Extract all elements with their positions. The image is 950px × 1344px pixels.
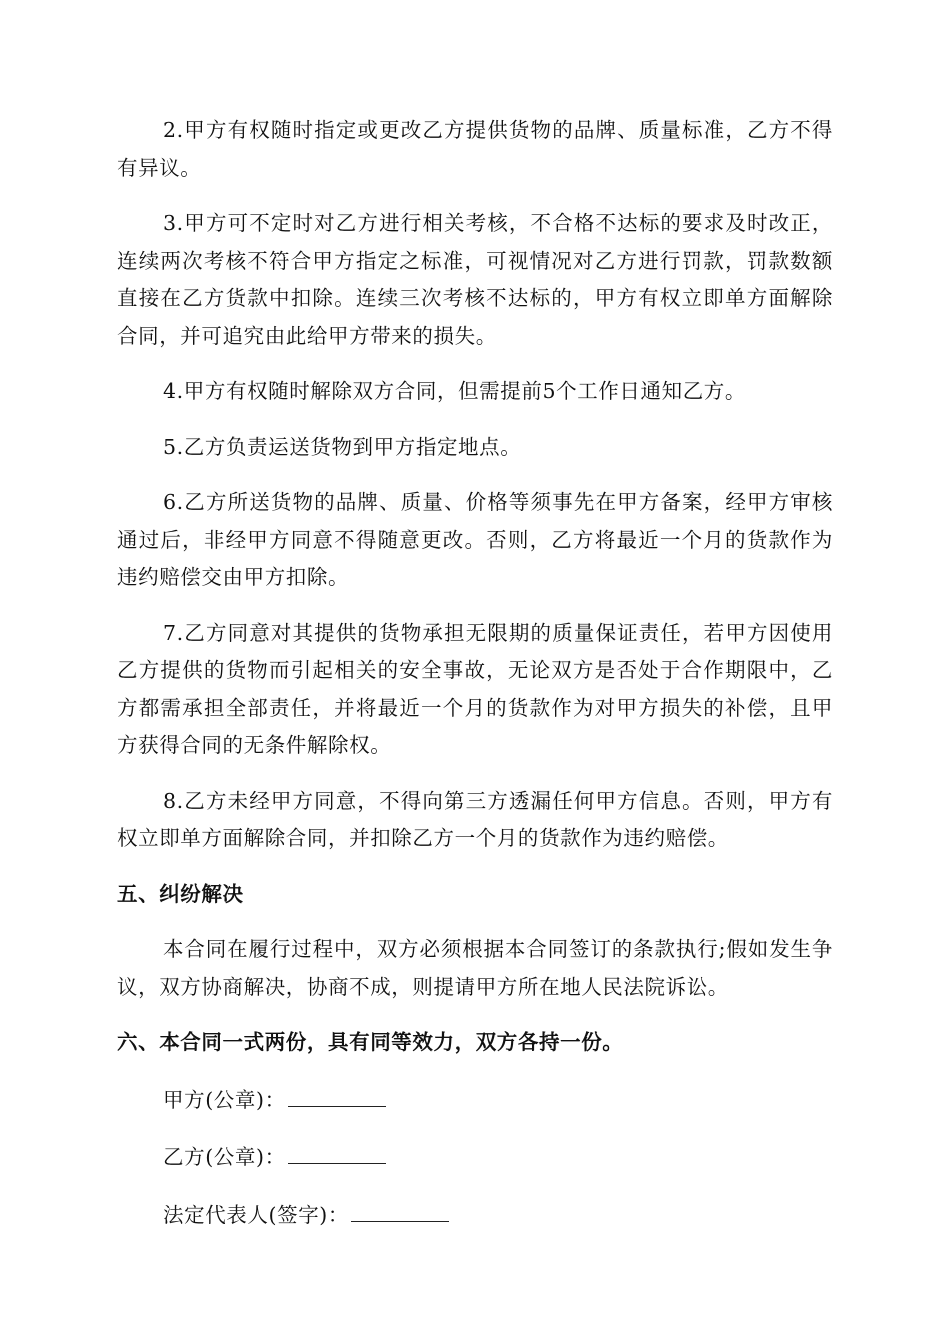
party-b-blank [288, 1137, 386, 1164]
clause-8: 8.乙方未经甲方同意，不得向第三方透漏任何甲方信息。否则，甲方有权立即单方面解除合同，并扣除乙方一个月的货款作为违约赔偿。 [117, 788, 833, 850]
clause-6: 6.乙方所送货物的品牌、质量、价格等须事先在甲方备案，经甲方审核通过后，非经甲方同意不得随意更改。否则，乙方将最近一个月的货款作为违约赔偿交由甲方扣除。 [117, 490, 833, 589]
legal-rep-signature-line [163, 1195, 833, 1235]
party-a-signature-line [163, 1080, 833, 1120]
legal-rep-blank [351, 1195, 449, 1222]
party-a-label: 甲方(公章)： [163, 1087, 286, 1112]
party-a-blank [288, 1080, 386, 1107]
party-b-signature-line [163, 1137, 833, 1177]
party-b-label: 乙方(公章)： [163, 1145, 286, 1169]
clause-2: 2.甲方有权随时指定或更改乙方提供货物的品牌、质量标准，乙方不得有异议。 [117, 118, 833, 180]
clause-3: 3.甲方可不定时对乙方进行相关考核，不合格不达标的要求及时改正，连续两次考核不符合甲方指定之标准，可视情况对乙方进行罚款，罚款数额直接在乙方货款中扣除。连续三次考核不达标的，甲方有权立即单方面解除合同，并可追究由此给甲方带来的损失。 [117, 211, 833, 348]
clause-5: 5.乙方负责运送货物到甲方指定地点。 [163, 434, 522, 459]
section-6-heading: 六、本合同一式两份，具有同等效力，双方各持一份。 [117, 1030, 624, 1054]
section-5-body: 本合同在履行过程中，双方必须根据本合同签订的条款执行;假如发生争议，双方协商解决，协商不成，则提请甲方所在地人民法院诉讼。 [117, 937, 833, 999]
clause-4: 4.甲方有权随时解除双方合同，但需提前5个工作日通知乙方。 [163, 379, 746, 403]
section-5-heading: 五、纠纷解决 [117, 881, 244, 906]
legal-rep-label: 法定代表人(签字)： [163, 1202, 349, 1227]
contract-body [117, 112, 833, 1252]
clause-7: 7.乙方同意对其提供的货物承担无限期的质量保证责任，若甲方因使用乙方提供的货物而引起相关的安全事故，无论双方是否处于合作期限中，乙方都需承担全部责任，并将最近一个月的货款作为对甲方损失的补偿，且甲方获得合同的无条件解除权。 [117, 620, 833, 757]
